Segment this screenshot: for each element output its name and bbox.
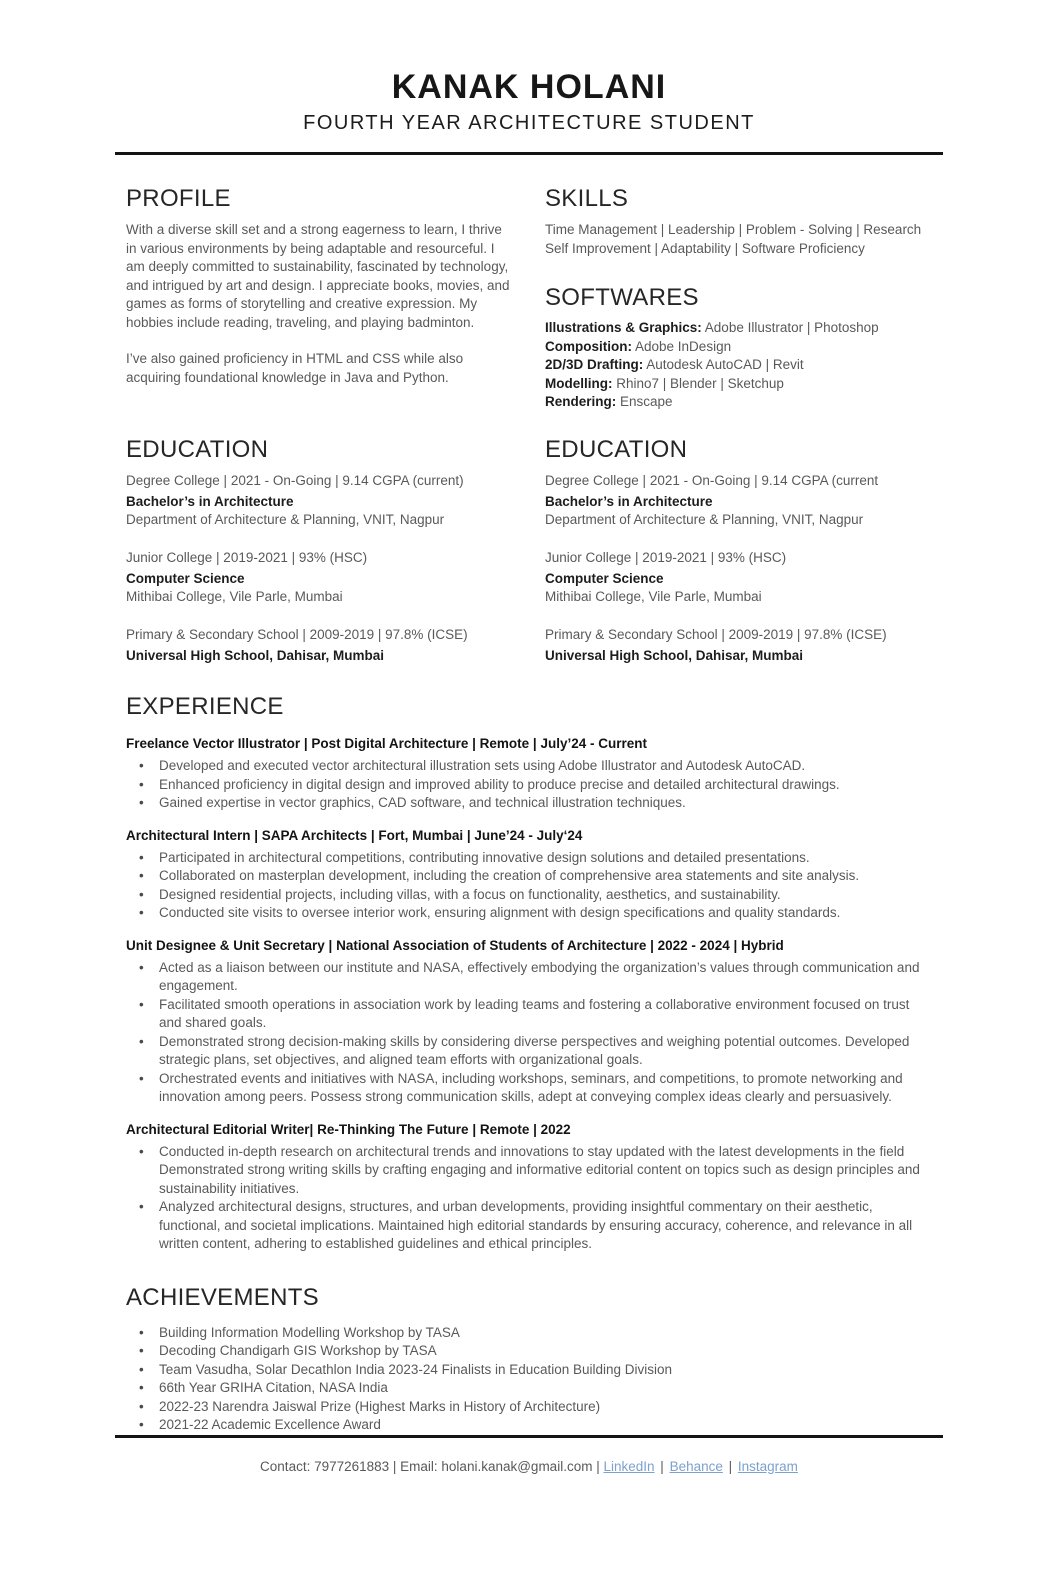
software-value: Adobe Illustrator | Photoshop	[704, 320, 879, 335]
education-left-heading: EDUCATION	[126, 435, 269, 463]
education-left-list	[126, 472, 513, 666]
education-entry	[126, 472, 513, 530]
achievement-item: • Team Vasudha, Solar Decathlon India 2023-24 Finalists in Education Building Division	[126, 1361, 932, 1380]
skills-line: Time Management | Leadership | Problem - Solving | Research	[545, 222, 922, 237]
experience-heading: EXPERIENCE	[126, 693, 284, 720]
behance-link[interactable]: Behance	[669, 1458, 723, 1474]
experience-section	[126, 693, 932, 1254]
education-degree: Bachelor’s in Architecture	[126, 494, 294, 509]
education-entry	[126, 626, 513, 666]
job-bullet-list	[126, 959, 932, 1107]
profile-paragraph-1: With a diverse skill set and a strong eagerness to learn, I thrive in various environments by being adaptable and resourceful. I am deeply committed to sustainability, fascinated by technology, and intrigued by art and design. I appreciate books, movies, and games as forms of storytelling and creative expression. My hobbies include reading, traveling, and playing badminton.	[126, 222, 510, 330]
job-title: Unit Designee & Unit Secretary | National Association of Students of Architecture | 2022 - 2024 | Hybrid	[126, 937, 784, 953]
skills-heading: SKILLS	[545, 185, 629, 212]
job-bullet-list	[126, 1143, 932, 1254]
job-bullet: • Conducted in-depth research on architectural trends and innovations to stay updated with the latest developments in the field Demonstrated strong writing skills by crafting engaging and informative editorial content on topics such as design principles and sustainability initiatives.	[126, 1143, 932, 1199]
achievements-section	[126, 1284, 932, 1435]
education-institution: Department of Architecture & Planning, VNIT, Nagpur	[545, 512, 864, 527]
software-value: Rhino7 | Blender | Sketchup	[616, 375, 784, 391]
education-institution: Mithibai College, Vile Parle, Mumbai	[545, 589, 762, 604]
experience-job	[126, 735, 932, 813]
profile-heading: PROFILE	[126, 185, 231, 212]
achievements-list	[126, 1324, 932, 1435]
education-degree: Universal High School, Dahisar, Mumbai	[126, 648, 385, 663]
profile-section	[126, 185, 513, 412]
achievement-item: • Decoding Chandigarh GIS Workshop by TASA	[126, 1342, 932, 1361]
job-title: Freelance Vector Illustrator | Post Digital Architecture | Remote | July’24 - Current	[126, 736, 647, 751]
achievement-item: • 2021-22 Academic Excellence Award	[126, 1416, 932, 1435]
education-meta: Junior College | 2019-2021 | 93% (HSC)	[545, 549, 787, 565]
education-degree: Computer Science	[545, 571, 664, 586]
job-bullet: • Analyzed architectural designs, structures, and urban developments, providing insightful commentary on their aesthetic, functional, and societal implications. Maintained high editorial standards by ensuring accuracy, coherence, and relevance in all written content, adhering to established guidelines and ethical principles.	[126, 1198, 932, 1254]
software-category: 2D/3D Drafting:	[545, 357, 644, 372]
software-row	[545, 375, 932, 394]
skills-line: Self Improvement | Adaptability | Software Proficiency	[545, 240, 865, 256]
education-entry	[126, 549, 513, 607]
job-bullet: • Conducted site visits to oversee interior work, ensuring alignment with design specifications and quality standards.	[126, 904, 932, 923]
education-degree: Universal High School, Dahisar, Mumbai	[545, 648, 804, 663]
skills-list	[545, 221, 932, 258]
experience-job	[126, 827, 932, 923]
software-category: Modelling:	[545, 375, 613, 391]
job-bullet: • Demonstrated strong decision-making skills by considering diverse perspectives and weighing potential outcomes. Developed strategic plans, set objectives, and aligned team efforts with organizational goals.	[126, 1033, 932, 1070]
job-bullet: • Facilitated smooth operations in association work by leading teams and fostering a collaborative environment focused on trust and shared goals.	[126, 996, 932, 1033]
job-bullet: • Acted as a liaison between our institute and NASA, effectively embodying the organization’s values through communication and engagement.	[126, 959, 932, 996]
software-row	[545, 356, 932, 375]
education-right-heading: EDUCATION	[545, 435, 688, 463]
education-left-section	[126, 436, 513, 666]
achievements-heading: ACHIEVEMENTS	[126, 1283, 319, 1311]
job-bullet-list	[126, 757, 932, 813]
education-meta: Primary & Secondary School | 2009-2019 | 97.8% (ICSE)	[545, 626, 887, 642]
experience-job	[126, 937, 932, 1107]
software-row	[545, 319, 932, 338]
softwares-list	[545, 319, 932, 412]
footer-divider	[115, 1435, 943, 1438]
education-degree: Computer Science	[126, 571, 245, 586]
software-value: Autodesk AutoCAD | Revit	[646, 357, 804, 372]
job-bullet: • Developed and executed vector architectural illustration sets using Adobe Illustrator and Autodesk AutoCAD.	[126, 757, 932, 776]
link-separator: |	[728, 1458, 733, 1474]
skills-softwares-column	[545, 185, 932, 412]
job-bullet: • Enhanced proficiency in digital design and improved ability to produce precise and detailed architectural drawings.	[126, 776, 932, 795]
education-entry	[545, 626, 932, 666]
job-bullet: • Orchestrated events and initiatives with NASA, including workshops, seminars, and competitions, to promote networking and innovation among peers. Possess strong communication skills, adept at conveying complex ideas clearly and persuasively.	[126, 1070, 932, 1107]
education-right-list	[545, 472, 932, 666]
education-entry	[545, 549, 932, 607]
job-bullet: • Gained expertise in vector graphics, CAD software, and technical illustration techniques.	[126, 794, 932, 813]
software-value: Enscape	[620, 394, 673, 409]
header-subtitle: FOURTH YEAR ARCHITECTURE STUDENT	[303, 112, 755, 134]
header-divider	[115, 152, 943, 155]
education-entry	[545, 472, 932, 530]
profile-paragraph-2: I’ve also gained proficiency in HTML and CSS while also acquiring foundational knowledge in Java and Python.	[126, 351, 464, 385]
job-bullet-list	[126, 849, 932, 923]
education-meta: Junior College | 2019-2021 | 93% (HSC)	[126, 549, 368, 565]
achievement-item: • Building Information Modelling Workshop by TASA	[126, 1324, 932, 1343]
link-separator: |	[660, 1458, 664, 1474]
education-meta: Degree College | 2021 - On-Going | 9.14 CGPA (current	[545, 472, 879, 488]
softwares-section	[545, 284, 932, 412]
software-value: Adobe InDesign	[635, 338, 732, 354]
education-meta: Primary & Secondary School | 2009-2019 | 97.8% (ICSE)	[126, 626, 468, 642]
software-row	[545, 393, 932, 412]
software-category: Rendering:	[545, 394, 617, 409]
software-category: Illustrations & Graphics:	[545, 320, 702, 335]
instagram-link[interactable]: Instagram	[737, 1458, 798, 1474]
softwares-heading: SOFTWARES	[545, 284, 699, 311]
job-bullet: • Collaborated on masterplan development, including the creation of comprehensive area statements and site analysis.	[126, 867, 932, 886]
linkedin-link[interactable]: LinkedIn	[603, 1458, 655, 1474]
education-institution: Mithibai College, Vile Parle, Mumbai	[126, 589, 343, 604]
education-meta: Degree College | 2021 - On-Going | 9.14 CGPA (current)	[126, 472, 464, 488]
page-title: KANAK HOLANI	[391, 68, 667, 106]
contact-line	[126, 1459, 932, 1592]
job-title: Architectural Editorial Writer| Re-Thinking The Future | Remote | 2022	[126, 1121, 571, 1137]
achievement-item: • 66th Year GRIHA Citation, NASA India	[126, 1379, 932, 1398]
software-category: Composition:	[545, 338, 632, 354]
top-columns	[126, 185, 932, 665]
software-row	[545, 338, 932, 357]
job-bullet: • Participated in architectural competitions, contributing innovative design solutions and detailed presentations.	[126, 849, 932, 868]
education-right-section	[545, 436, 932, 666]
job-bullet: • Designed residential projects, including villas, with a focus on functionality, aesthetics, and sustainability.	[126, 886, 932, 905]
experience-job	[126, 1121, 932, 1254]
resume-footer	[126, 1435, 932, 1592]
skills-section	[545, 185, 932, 258]
contact-info: Contact: 7977261883 | Email: holani.kanak@gmail.com |	[260, 1458, 600, 1474]
education-institution: Department of Architecture & Planning, VNIT, Nagpur	[126, 512, 445, 527]
achievement-item: • 2022-23 Narendra Jaiswal Prize (Highest Marks in History of Architecture)	[126, 1398, 932, 1417]
job-title: Architectural Intern | SAPA Architects | Fort, Mumbai | June’24 - July‘24	[126, 827, 583, 843]
resume-header	[126, 68, 932, 135]
education-degree: Bachelor’s in Architecture	[545, 494, 713, 509]
